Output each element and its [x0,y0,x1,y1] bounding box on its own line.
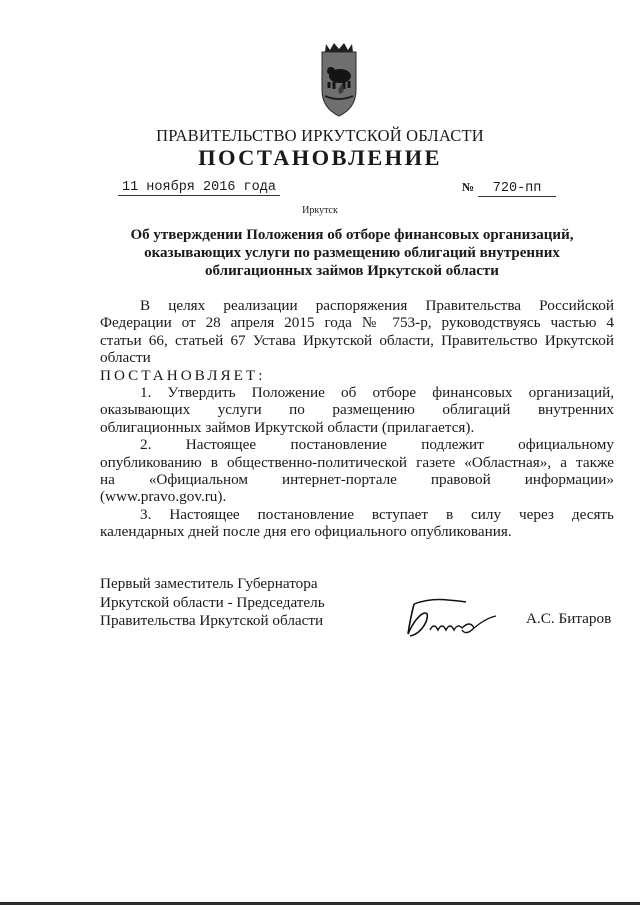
document-subject [112,226,592,280]
subject-line: Об утверждении Положения об отборе финансовых организаций, [130,227,574,243]
body-line: В целях реализации распоряжения Правительства Российской [140,297,614,314]
subject-line: облигационных займов Иркутской области [205,263,499,279]
document-number-value: 720-пп [478,181,556,197]
document-body [100,297,614,541]
signer-position-line: Первый заместитель Губернатора [100,575,318,592]
body-line: Федерации от 28 апреля 2015 года № 753-р, руководствуясь частью 4 [100,314,614,332]
item-line: оказывающих услуги по размещению облигаций внутренних [100,401,614,419]
signer-position [100,575,325,631]
item-line: 3. Настоящее постановление вступает в силу через десять [140,505,614,523]
handwritten-signature [400,590,510,650]
signer-position-line: Правительства Иркутской области [100,612,324,629]
item-line: 2. Настоящее постановление подлежит официальному [140,436,614,454]
signer-position-line: Иркутской области - Председатель [100,593,325,611]
government-title: ПРАВИТЕЛЬСТВО ИРКУТСКОЙ ОБЛАСТИ [156,126,484,145]
body-line: статьи 66, статьей 67 Устава Иркутской области, Правительство Иркутской [100,331,614,349]
document-type-title: ПОСТАНОВЛЕНИЕ [198,145,442,170]
item-line: опубликованию в общественно-политической газете «Областная», а также [100,453,614,471]
body-line: области [100,349,151,367]
coat-of-arms-emblem [316,38,362,118]
subject-line: оказывающих услуги по размещению облигаций внутренних [144,245,560,261]
document-date-value: 11 ноября 2016 года [118,180,280,196]
resolves-heading: ПОСТАНОВЛЯЕТ: [100,366,266,384]
item-line: календарных дней после дня его официального опубликования. [100,523,512,541]
number-sign: № [462,180,475,194]
item-line: на «Официальном интернет-портале правовой информации» [100,471,614,489]
city-label: Иркутск [302,205,338,216]
item-line: 1. Утвердить Положение об отборе финансовых организаций, [140,384,614,402]
item-line: облигационных займов Иркутской области (прилагается). [100,418,475,436]
signer-name: А.С. Битаров [526,610,612,627]
item-line: (www.pravo.gov.ru). [100,488,227,506]
document-date [118,180,280,195]
document-number [462,180,556,197]
